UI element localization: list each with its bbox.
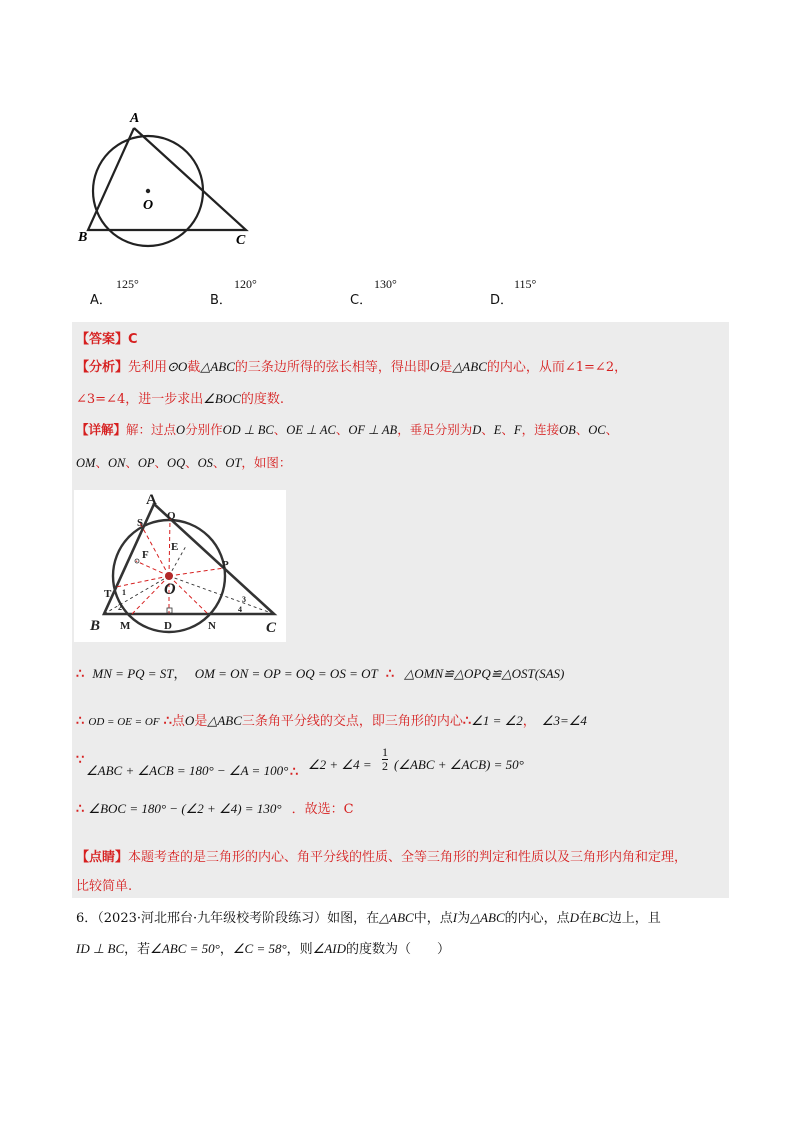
label-c: C — [236, 233, 246, 248]
proof-line-1 — [76, 665, 564, 684]
math: △ABC — [379, 910, 414, 925]
text: 点 — [171, 714, 185, 729]
text: ，若 — [124, 942, 151, 957]
label-m: M — [120, 620, 131, 632]
math: △OMN≌△OPQ≌△OST(SAS) — [404, 666, 565, 681]
text: 本题考查的是三角形的内心、角平分线的性质、全等三角形的判定和性质以及三角形内角和定理， — [128, 850, 688, 865]
text: ，垂足分别为 — [397, 422, 473, 437]
text: 为 — [457, 911, 471, 926]
text: ，则 — [286, 942, 313, 957]
text: 解：过点 — [126, 422, 177, 437]
text: ， — [173, 667, 187, 682]
math: OM — [76, 456, 96, 470]
text: 、 — [185, 455, 198, 470]
label-b: B — [78, 230, 88, 245]
math: OT — [225, 456, 242, 470]
text: ， — [219, 942, 233, 957]
text: ∠3=∠4，进一步求出 — [76, 392, 204, 407]
label-p: P — [222, 559, 229, 571]
math: ∠C = 58° — [232, 941, 287, 956]
math: △ABC — [470, 910, 505, 925]
question-6-line-1 — [76, 909, 661, 928]
text: ，如图： — [241, 455, 292, 470]
math: OD ⊥ BC — [222, 423, 274, 437]
math: ∠ABC + ∠ACB = 180° − ∠A = 100° — [86, 763, 289, 778]
math: D — [569, 910, 580, 925]
math: ∠1 = ∠2 — [471, 713, 523, 728]
detail-line-2 — [76, 454, 291, 472]
math: O — [184, 713, 195, 728]
math: OS — [197, 456, 213, 470]
math: BC — [592, 910, 609, 925]
math: ID ⊥ BC — [76, 941, 125, 956]
label-b: B — [90, 618, 101, 634]
text: 比较简单. — [76, 879, 133, 894]
triangle-abc — [104, 504, 274, 614]
math: ∠3=∠4 — [541, 713, 587, 728]
analysis-line-2 — [76, 390, 284, 409]
answer-tag: 【答案】 — [76, 332, 129, 347]
therefore-symbol: ∴ — [385, 667, 395, 682]
text: 先利用 — [128, 360, 168, 375]
label-f: F — [142, 549, 149, 561]
proof-line-2 — [76, 712, 587, 731]
therefore-symbol: ∴ — [76, 714, 85, 729]
label-d: D — [164, 620, 172, 632]
math: OQ — [167, 456, 186, 470]
center-point — [165, 572, 173, 580]
therefore-symbol: ∴ — [290, 765, 299, 780]
label-angle-3: 3 — [242, 595, 246, 604]
math: OP — [137, 456, 155, 470]
text: 在 — [579, 911, 593, 926]
math: OF ⊥ AB — [348, 423, 398, 437]
label-angle-2: 2 — [118, 603, 122, 612]
text: ．故选：C — [291, 802, 354, 817]
text: 、 — [154, 455, 168, 470]
label-t: T — [104, 588, 112, 600]
math: ∠ABC = 50° — [150, 941, 220, 956]
text: ，连接 — [521, 422, 560, 437]
math: ⊙O — [167, 359, 188, 374]
fraction-denominator: 2 — [382, 759, 388, 773]
math: OB — [559, 423, 576, 437]
text: 、 — [335, 422, 349, 437]
fraction-numerator: 1 — [382, 745, 388, 759]
label-s: S — [137, 517, 144, 529]
math: ∠2 + ∠4 = — [308, 757, 372, 772]
option-c-label: C． — [350, 293, 373, 308]
text: ， — [522, 714, 536, 729]
label-a: A — [130, 111, 140, 126]
text: 是 — [439, 360, 453, 375]
label-a: A — [146, 492, 157, 508]
label-o: O — [164, 581, 176, 598]
label-e: E — [171, 541, 179, 553]
label-n: N — [208, 620, 216, 632]
question-6-line-2 — [76, 940, 450, 959]
proof-line-4 — [76, 800, 354, 819]
figure-incenter-diagram — [74, 490, 286, 642]
detail-line-1 — [76, 421, 618, 439]
math: OC — [588, 423, 606, 437]
text: 的内心，点 — [504, 911, 570, 926]
comment-line-2 — [76, 878, 132, 896]
text: 边上，且 — [608, 911, 661, 926]
math: OM = ON = OP = OQ = OS = OT — [194, 666, 378, 681]
text: 的三条边所得的弦长相等，得出即 — [234, 360, 430, 375]
therefore-symbol: ∴ — [76, 667, 85, 682]
math: D — [472, 423, 482, 437]
fraction-one-half — [382, 746, 388, 773]
label-o: O — [143, 198, 154, 213]
text: 、 — [212, 455, 226, 470]
math: I — [452, 910, 458, 925]
math: ∠BOC — [203, 391, 241, 406]
text: 、 — [125, 455, 138, 470]
math: OD = OE = OF — [88, 716, 160, 728]
math: O — [176, 423, 186, 437]
option-c-value: 130° — [374, 277, 397, 291]
math: △ABC — [452, 359, 487, 374]
triangle-abc — [88, 128, 246, 230]
text: 是 — [194, 714, 208, 729]
math: E — [493, 423, 502, 437]
question-number: 6． — [76, 911, 98, 926]
text: 的度数. — [240, 392, 285, 407]
label-angle-4: 4 — [238, 605, 242, 614]
option-a-label: A． — [90, 293, 112, 308]
figure-triangle-circle — [78, 104, 282, 254]
math: ON — [107, 456, 126, 470]
math: (∠ABC + ∠ACB) = 50° — [394, 757, 524, 772]
analysis-tag: 【分析】 — [76, 360, 129, 375]
text: 截 — [187, 360, 201, 375]
analysis-line-1 — [76, 358, 627, 377]
text: 中，点 — [413, 911, 453, 926]
math: △ABC — [200, 359, 235, 374]
option-b-value: 120° — [234, 277, 257, 291]
text: 三条角平分线的交点，即三角形的内心 — [241, 714, 463, 729]
detail-tag: 【详解】 — [76, 422, 127, 437]
text: 、 — [575, 422, 589, 437]
because-symbol: ∵ — [76, 753, 85, 768]
math: OE ⊥ AC — [286, 423, 336, 437]
center-point — [146, 189, 150, 193]
math: MN = PQ = ST — [92, 666, 174, 681]
comment-line-1 — [76, 849, 687, 867]
label-q: Q — [167, 510, 176, 522]
answer-line — [76, 331, 138, 349]
math: △ABC — [207, 713, 242, 728]
text: （2023·河北邢台·九年级校考阶段练习）如图，在 — [97, 911, 380, 926]
text: 、 — [95, 455, 108, 470]
text: 、 — [481, 422, 494, 437]
option-b-label: B． — [210, 293, 232, 308]
option-d-value: 115° — [514, 277, 537, 291]
therefore-symbol: ∴ — [163, 714, 172, 729]
therefore-symbol: ∴ — [76, 802, 85, 817]
math: F — [513, 423, 522, 437]
text: 、 — [501, 422, 514, 437]
math: ∠AID — [312, 941, 346, 956]
label-angle-1: 1 — [122, 588, 126, 597]
text: 、 — [605, 422, 619, 437]
label-c: C — [266, 620, 277, 636]
answer-value: C — [128, 332, 138, 347]
math: ∠BOC = 180° − (∠2 + ∠4) = 130° — [88, 801, 282, 816]
comment-tag: 【点睛】 — [76, 850, 129, 865]
text: 、 — [273, 422, 287, 437]
text: 的内心，从而∠1=∠2， — [486, 360, 628, 375]
math: O — [429, 359, 440, 374]
text: 分别作 — [185, 422, 223, 437]
text: 的度数为（ ） — [346, 942, 451, 957]
option-d-label: D． — [490, 293, 514, 308]
therefore-symbol: ∴ — [462, 714, 472, 729]
option-a-value: 125° — [116, 277, 139, 291]
